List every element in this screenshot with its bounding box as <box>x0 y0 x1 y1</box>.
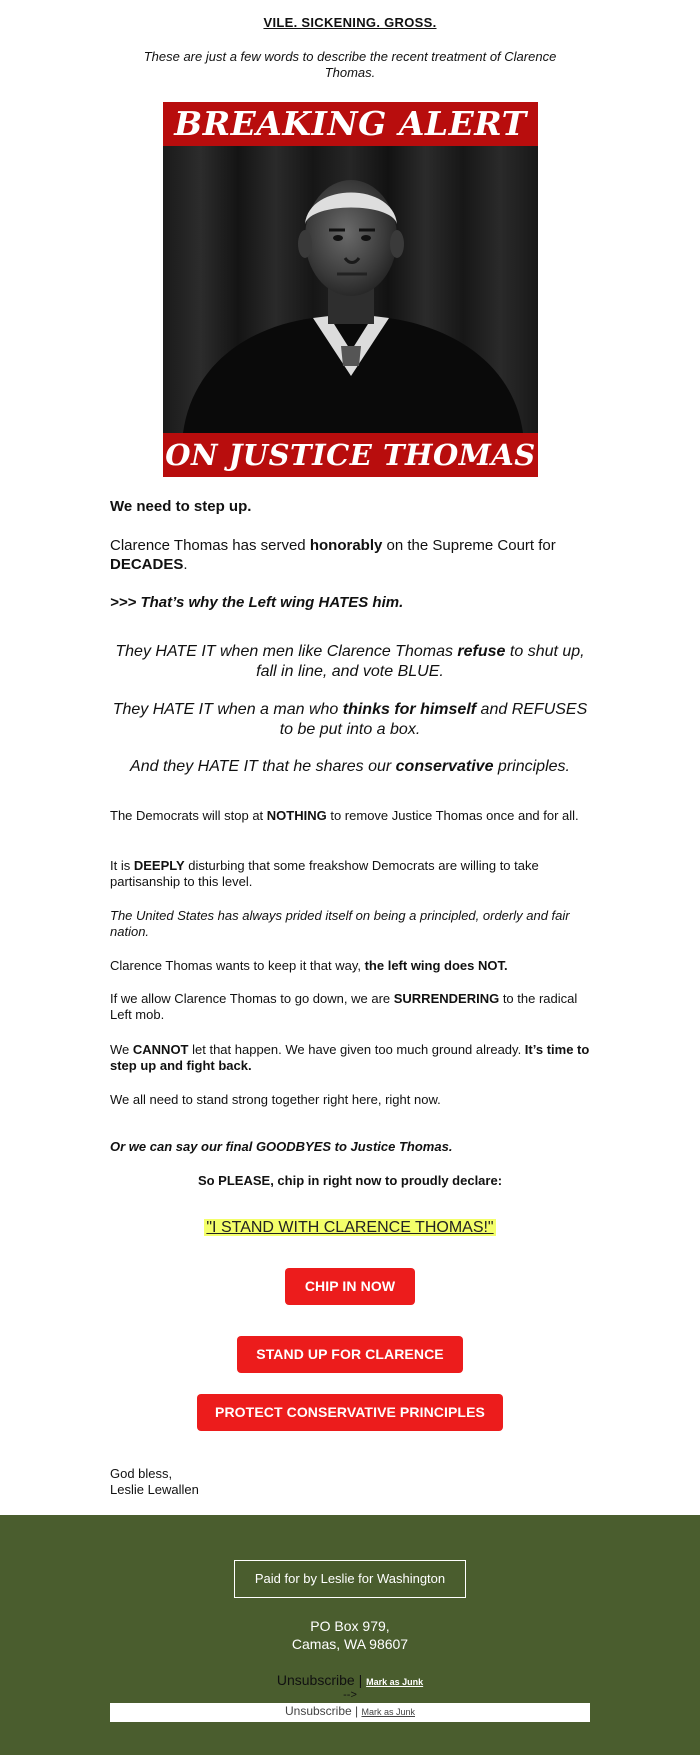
address-line-1: PO Box 979, <box>310 1618 390 1634</box>
mark-as-junk-link-secondary[interactable]: Mark as Junk <box>361 1707 416 1717</box>
paragraph-stand-strong: We all need to stand strong together right here, right now. <box>110 1092 441 1107</box>
arrow-text: --> <box>343 1689 357 1701</box>
hates-line: >>> That’s why the Left wing HATES him. <box>110 594 404 611</box>
unsubscribe-link-secondary[interactable]: Unsubscribe <box>284 1704 352 1718</box>
paragraph-keep-it: Clarence Thomas wants to keep it that way, the left wing does NOT. <box>110 958 508 973</box>
pledge-link[interactable]: "I STAND WITH CLARENCE THOMAS!" <box>206 1219 494 1236</box>
signoff-greeting: God bless, <box>110 1466 173 1481</box>
paragraph-nothing: The Democrats will stop at NOTHING to remove Justice Thomas once and for all. <box>110 808 579 823</box>
paragraph-deeply: It is DEEPLY disturbing that some freakshow Democrats are willing to take partisanship to this level. <box>110 858 539 889</box>
served-paragraph: Clarence Thomas has served honorably on the Supreme Court for DECADES. <box>110 537 556 573</box>
justice-portrait-image <box>163 146 538 433</box>
quote-thinks: They HATE IT when a man who thinks for himself and REFUSES to be put into a box. <box>112 701 588 738</box>
footer <box>0 1515 700 1755</box>
please-line: So PLEASE, chip in right now to proudly declare: <box>197 1173 503 1188</box>
quote-refuse: They HATE IT when men like Clarence Thomas refuse to shut up, fall in line, and vote BLUE. <box>115 643 585 680</box>
unsubscribe-row <box>0 1672 700 1688</box>
protect-principles-button[interactable]: PROTECT CONSERVATIVE PRINCIPLES <box>197 1394 503 1431</box>
signoff-name: Leslie Lewallen <box>110 1482 199 1497</box>
paragraph-surrendering: If we allow Clarence Thomas to go down, we are SURRENDERING to the radical Left mob. <box>110 991 578 1022</box>
quote-conservative: And they HATE IT that he shares our conservative principles. <box>130 758 570 775</box>
separator: | <box>354 1672 367 1688</box>
goodbyes-line: Or we can say our final GOODBYES to Justice Thomas. <box>110 1139 453 1154</box>
chip-in-button[interactable]: CHIP IN NOW <box>285 1268 415 1305</box>
intro-text: These are just a few words to describe the recent treatment of Clarence Thomas. <box>143 49 557 80</box>
unsubscribe-bar <box>110 1703 590 1722</box>
hero-top-banner: BREAKING ALERT <box>163 102 538 146</box>
stand-up-button[interactable]: STAND UP FOR CLARENCE <box>237 1336 463 1373</box>
signoff <box>110 1466 410 1498</box>
mark-as-junk-link[interactable]: Mark as Junk <box>366 1677 424 1687</box>
paragraph-cannot: We CANNOT let that happen. We have given too much ground already. It’s time to step up and fight back. <box>110 1042 590 1073</box>
step-up-heading: We need to step up. <box>110 498 252 515</box>
breaking-alert-image[interactable] <box>163 102 538 477</box>
pledge-container <box>0 1219 700 1237</box>
mailing-address <box>0 1617 700 1653</box>
paragraph-principled: The United States has always prided itself on being a principled, orderly and fair nation. <box>110 908 570 939</box>
unsubscribe-link[interactable]: Unsubscribe <box>276 1672 355 1688</box>
hero-bottom-banner: ON JUSTICE THOMAS <box>163 433 538 477</box>
paid-for-box: Paid for by Leslie for Washington <box>234 1560 466 1598</box>
address-line-2: Camas, WA 98607 <box>291 1636 409 1652</box>
headline: VILE. SICKENING. GROSS. <box>263 15 437 30</box>
separator-secondary: | <box>351 1704 362 1718</box>
